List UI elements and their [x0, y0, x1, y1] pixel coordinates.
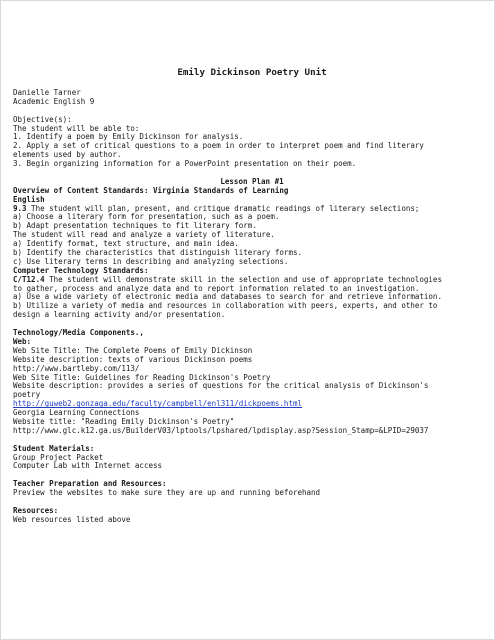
standards-heading: Overview of Content Standards: Virginia Standards of Learning: [13, 185, 289, 195]
web-line: Georgia Learning Connections: [13, 408, 140, 418]
tech-heading: Technology/Media Components.,: [13, 328, 144, 338]
web-line: Web Site Title: The Complete Poems of Emily Dickinson: [13, 345, 253, 355]
student-materials-heading: Student Materials:: [13, 443, 95, 453]
document-body: [13, 69, 491, 525]
english-item: b) Adapt presentation techniques to fit literary form.: [13, 221, 257, 231]
course-name: Academic English 9: [13, 96, 95, 106]
english-standard-text: The student will plan, present, and critique dramatic readings of literary selections;: [26, 203, 420, 213]
web-url: http://www.bartleby.com/113/: [13, 363, 140, 373]
objectives-heading: Objective(s):: [13, 114, 72, 124]
web-url: http://www.glc.k12.ga.us/BuilderV03/lptools/lpshared/lpdisplay.asp?Session_Stamp=&LPID=29037: [13, 425, 429, 435]
cts-heading: Computer Technology Standards:: [13, 265, 149, 275]
english-code: 9.3: [13, 203, 27, 213]
english-heading: English: [13, 194, 45, 204]
web-line: poetry: [13, 390, 41, 400]
objective-line: 2. Apply a set of critical questions to a poem in order to interpret poem and find literary: [13, 141, 424, 151]
cts-line: b) Utilize a variety of media and resources in collaboration with peers, experts, and other to: [13, 301, 438, 311]
teacher-prep-heading: Teacher Preparation and Resources:: [13, 479, 167, 489]
english-item: The student will read and analyze a variety of literature.: [13, 230, 275, 240]
objectives-intro: The student will be able to:: [13, 123, 140, 133]
web-line: Web Site Title: Guidelines for Reading Dickinson's Poetry: [13, 372, 271, 382]
author-name: Danielle Tarner: [13, 88, 81, 97]
english-item: a) Identify format, text structure, and main idea.: [13, 239, 239, 249]
web-heading: Web:: [13, 336, 32, 346]
cts-line: a) Use a wide variety of electronic media and databases to search for and retrieve information.: [13, 292, 442, 302]
objective-line: 3. Begin organizing information for a PowerPoint presentation on their poem.: [13, 159, 357, 169]
resources-heading: Resources:: [13, 505, 59, 515]
cts-line: design a learning activity and/or presentation.: [13, 310, 226, 320]
cts-standard-text: The student will demonstrate skill in the selection and use of appropriate technologies: [44, 274, 442, 284]
student-material-item: Computer Lab with Internet access: [13, 461, 163, 471]
student-material-item: Group Project Packet: [13, 452, 104, 462]
english-item: c) Use literary terms in describing and analyzing selections.: [13, 256, 289, 266]
objective-line: 1. Identify a poem by Emily Dickinson for analysis.: [13, 132, 244, 142]
lesson-plan-heading: Lesson Plan #1: [220, 176, 284, 186]
web-line: Website description: provides a series of questions for the critical analysis of Dickinson's: [13, 381, 429, 391]
cts-code: C/T12.4: [13, 274, 45, 284]
page-title: Emily Dickinson Poetry Unit: [177, 67, 327, 78]
web-line: Website title: "Reading Emily Dickinson's Poetry": [13, 416, 235, 426]
resources-text: Web resources listed above: [13, 514, 131, 524]
gonzaga-link[interactable]: http://guweb2.gonzaga.edu/faculty/campbell/enl311/dickpoems.html: [13, 399, 302, 409]
objective-line: elements used by author.: [13, 150, 122, 160]
teacher-prep-text: Preview the websites to make sure they are up and running beforehand: [13, 488, 321, 498]
english-item: b) Identify the characteristics that distinguish literary forms.: [13, 248, 302, 258]
english-item: a) Choose a literary form for presentation, such as a poem.: [13, 212, 280, 222]
web-line: Website description: texts of various Dickinson poems: [13, 354, 253, 364]
cts-line: to gather, process and analyze data and to report information related to an investigation.: [13, 283, 420, 293]
